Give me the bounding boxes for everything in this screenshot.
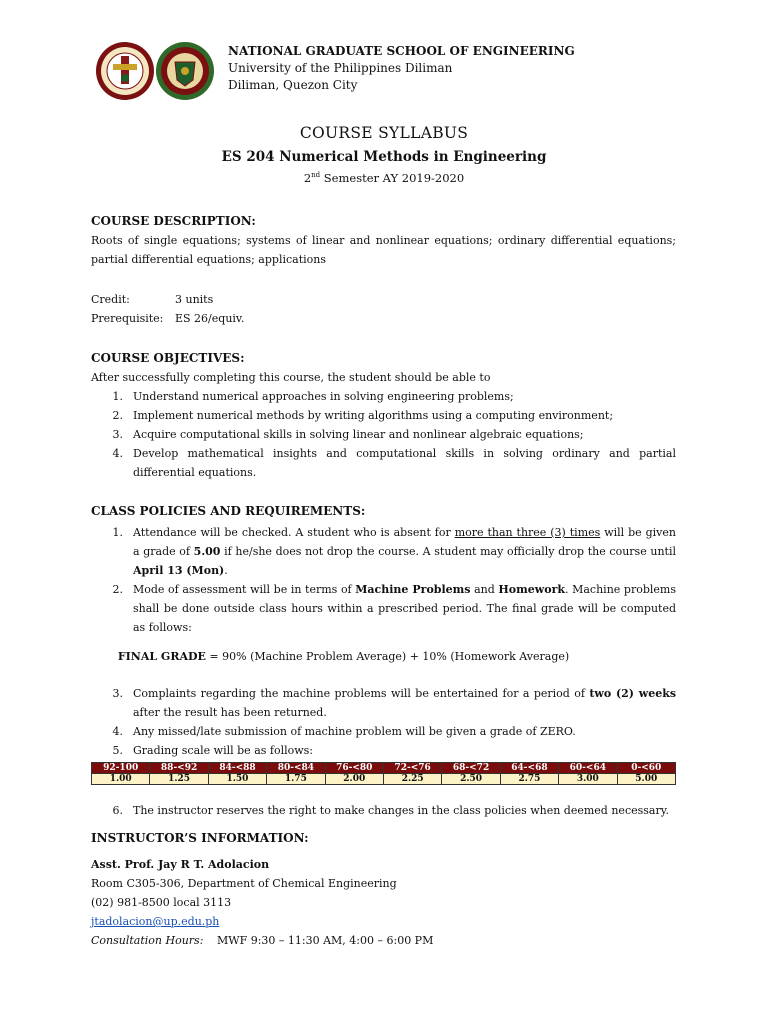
course-objectives-section	[91, 349, 676, 482]
policies-list-end	[91, 801, 676, 820]
list-item: 2. Implement numerical methods by writing algorithms using a computing environment;	[112, 409, 614, 422]
policies-list-cont	[91, 684, 676, 760]
credit-row: Credit: 3 units	[91, 293, 214, 306]
list-item: 4. Any missed/late submission of machine problem will be given a grade of ZERO.	[112, 725, 576, 738]
letterhead	[228, 43, 575, 94]
course-description-section	[91, 212, 676, 269]
instructor-email-link[interactable]: jtadolacion@up.edu.ph	[91, 915, 220, 928]
prerequisite-row: Prerequisite: ES 26/equiv.	[91, 312, 245, 325]
instructor-name: Asst. Prof. Jay R T. Adolacion	[91, 858, 270, 871]
instructor-section	[91, 829, 676, 950]
policies-list	[91, 523, 676, 637]
course-description-heading: COURSE DESCRIPTION:	[91, 214, 256, 228]
list-item: 2. Mode of assessment will be in terms of Machine Problems and Homework. Machine problems shall be done outside class hours within a prescribed period. The final grade will be computed as follows:	[112, 583, 676, 634]
grading-scale-table	[91, 762, 676, 785]
list-item: 3. Acquire computational skills in solving linear and nonlinear algebraic equations;	[112, 428, 584, 441]
instructor-phone: (02) 981-8500 local 3113	[91, 896, 232, 909]
course-description-text: Roots of single equations; systems of linear and nonlinear equations; ordinary differential equations; partial differential equations; applications	[91, 234, 676, 266]
objectives-intro: After successfully completing this course, the student should be able to	[91, 371, 491, 384]
up-seal-icon	[156, 42, 214, 100]
list-item: 1. Understand numerical approaches in solving engineering problems;	[112, 390, 514, 403]
list-item: 5. Grading scale will be as follows:	[112, 744, 314, 757]
list-item: 4. Develop mathematical insights and computational skills in solving ordinary and partial differential equations.	[112, 447, 676, 479]
grade-value-row: 1.00 1.25 1.50 1.75 2.00 2.25 2.50 2.75 3.00 5.00	[92, 774, 676, 785]
instructor-heading: INSTRUCTOR’S INFORMATION:	[91, 831, 309, 845]
course-info	[91, 290, 676, 328]
final-grade-formula: FINAL GRADE = 90% (Machine Problem Average) + 10% (Homework Average)	[117, 650, 570, 663]
ngse-seal-icon	[96, 42, 154, 100]
list-item: 1. Attendance will be checked. A student who is absent for more than three (3) times will be given a grade of 5.00 if he/she does not drop the course. A student may officially drop the course until April 13 (Mon).	[112, 526, 676, 577]
consultation-hours-row: Consultation Hours: MWF 9:30 – 11:30 AM, 4:00 – 6:00 PM	[91, 934, 434, 947]
instructor-room: Room C305-306, Department of Chemical Engineering	[91, 877, 397, 890]
title-block	[0, 124, 768, 185]
objectives-list	[91, 387, 676, 482]
doc-title: COURSE SYLLABUS	[299, 124, 469, 142]
org-name: NATIONAL GRADUATE SCHOOL OF ENGINEERING	[228, 44, 575, 58]
course-title: ES 204 Numerical Methods in Engineering	[221, 149, 547, 165]
class-policies-section	[91, 502, 676, 820]
list-item: 6. The instructor reserves the right to make changes in the class policies when deemed necessary.	[112, 804, 669, 817]
university-location: Diliman, Quezon City	[228, 78, 358, 92]
university-name: University of the Philippines Diliman	[228, 61, 453, 75]
university-seals	[95, 40, 215, 102]
semester-line: 2nd Semester AY 2019-2020	[303, 171, 465, 185]
course-objectives-heading: COURSE OBJECTIVES:	[91, 351, 245, 365]
list-item: 3. Complaints regarding the machine problems will be entertained for a period of two (2) weeks after the result has been returned.	[112, 687, 677, 719]
grade-range-row: 92-100 88-<92 84-<88 80-<84 76-<80 72-<76 68-<72 64-<68 60-<64 0-<60	[92, 763, 676, 774]
class-policies-heading: CLASS POLICIES AND REQUIREMENTS:	[91, 504, 366, 518]
